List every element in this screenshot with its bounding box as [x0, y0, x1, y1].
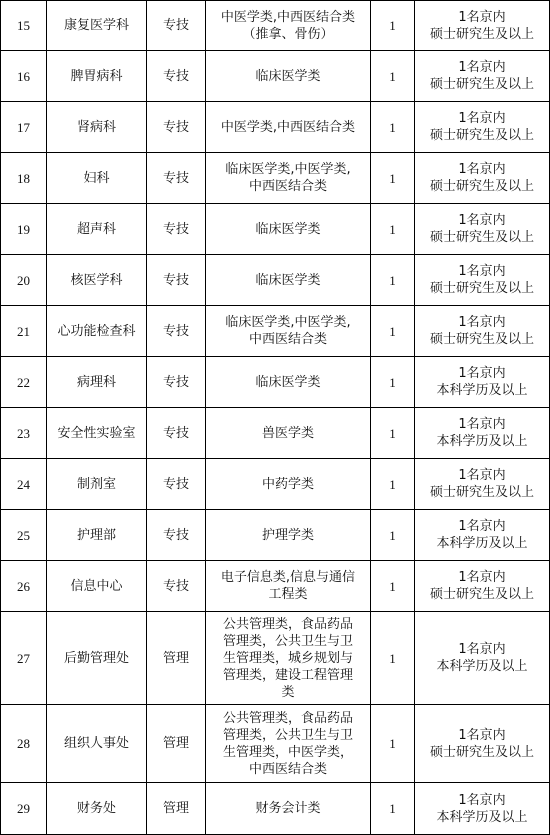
- table-row: [1, 408, 550, 459]
- row-number: 19: [1, 204, 47, 255]
- requirement-cell: 1名京内 硕士研究生及以上: [415, 153, 550, 204]
- major-cell: 临床医学类: [206, 255, 371, 306]
- table-row: [1, 255, 550, 306]
- major-cell: 中医学类,中西医结合类: [206, 102, 371, 153]
- position-type-cell: 管理: [147, 783, 206, 835]
- table-row: [1, 153, 550, 204]
- table-row: [1, 306, 550, 357]
- position-type-cell: 管理: [147, 705, 206, 783]
- department-cell: 后勤管理处: [47, 612, 147, 705]
- headcount-cell: 1: [371, 357, 415, 408]
- table-row: [1, 357, 550, 408]
- major-cell: 中药学类: [206, 459, 371, 510]
- table-row: [1, 51, 550, 102]
- department-cell: 脾胃病科: [47, 51, 147, 102]
- headcount-cell: 1: [371, 153, 415, 204]
- major-cell: 临床医学类: [206, 204, 371, 255]
- headcount-cell: 1: [371, 783, 415, 835]
- major-cell: 中医学类,中西医结合类 （推拿、骨伤）: [206, 1, 371, 51]
- department-cell: 核医学科: [47, 255, 147, 306]
- position-type-cell: 专技: [147, 408, 206, 459]
- table-row: [1, 510, 550, 561]
- position-type-cell: 专技: [147, 51, 206, 102]
- headcount-cell: 1: [371, 705, 415, 783]
- row-number: 29: [1, 783, 47, 835]
- requirement-cell: 1名京内 本科学历及以上: [415, 357, 550, 408]
- row-number: 18: [1, 153, 47, 204]
- table-row: [1, 1, 550, 51]
- department-cell: 组织人事处: [47, 705, 147, 783]
- headcount-cell: 1: [371, 561, 415, 612]
- row-number: 17: [1, 102, 47, 153]
- headcount-cell: 1: [371, 510, 415, 561]
- department-cell: 安全性实验室: [47, 408, 147, 459]
- requirement-cell: 1名京内 硕士研究生及以上: [415, 459, 550, 510]
- major-cell: 兽医学类: [206, 408, 371, 459]
- row-number: 21: [1, 306, 47, 357]
- position-type-cell: 专技: [147, 204, 206, 255]
- table-row: [1, 204, 550, 255]
- position-type-cell: 专技: [147, 510, 206, 561]
- department-cell: 超声科: [47, 204, 147, 255]
- table-row: [1, 561, 550, 612]
- department-cell: 病理科: [47, 357, 147, 408]
- headcount-cell: 1: [371, 51, 415, 102]
- position-type-cell: 专技: [147, 459, 206, 510]
- requirement-cell: 1名京内 硕士研究生及以上: [415, 1, 550, 51]
- headcount-cell: 1: [371, 255, 415, 306]
- requirement-cell: 1名京内 硕士研究生及以上: [415, 255, 550, 306]
- position-type-cell: 管理: [147, 612, 206, 705]
- requirement-cell: 1名京内 本科学历及以上: [415, 612, 550, 705]
- requirement-cell: 1名京内 本科学历及以上: [415, 783, 550, 835]
- position-type-cell: 专技: [147, 306, 206, 357]
- department-cell: 财务处: [47, 783, 147, 835]
- major-cell: 财务会计类: [206, 783, 371, 835]
- position-type-cell: 专技: [147, 561, 206, 612]
- department-cell: 护理部: [47, 510, 147, 561]
- department-cell: 制剂室: [47, 459, 147, 510]
- position-type-cell: 专技: [147, 255, 206, 306]
- requirement-cell: 1名京内 本科学历及以上: [415, 408, 550, 459]
- requirement-cell: 1名京内 硕士研究生及以上: [415, 51, 550, 102]
- row-number: 27: [1, 612, 47, 705]
- requirement-cell: 1名京内 本科学历及以上: [415, 510, 550, 561]
- row-number: 20: [1, 255, 47, 306]
- requirement-cell: 1名京内 硕士研究生及以上: [415, 102, 550, 153]
- row-number: 24: [1, 459, 47, 510]
- requirement-cell: 1名京内 硕士研究生及以上: [415, 204, 550, 255]
- row-number: 26: [1, 561, 47, 612]
- row-number: 16: [1, 51, 47, 102]
- position-type-cell: 专技: [147, 357, 206, 408]
- table-row: [1, 705, 550, 783]
- requirement-cell: 1名京内 硕士研究生及以上: [415, 306, 550, 357]
- major-cell: 临床医学类: [206, 51, 371, 102]
- department-cell: 心功能检查科: [47, 306, 147, 357]
- row-number: 25: [1, 510, 47, 561]
- row-number: 15: [1, 1, 47, 51]
- department-cell: 肾病科: [47, 102, 147, 153]
- department-cell: 妇科: [47, 153, 147, 204]
- requirement-cell: 1名京内 硕士研究生及以上: [415, 705, 550, 783]
- headcount-cell: 1: [371, 459, 415, 510]
- table-row: [1, 102, 550, 153]
- requirement-cell: 1名京内 硕士研究生及以上: [415, 561, 550, 612]
- major-cell: 临床医学类,中医学类, 中西医结合类: [206, 306, 371, 357]
- table-row: [1, 783, 550, 835]
- major-cell: 公共管理类，食品药品 管理类，公共卫生与卫 生管理类，城乡规划与 管理类，建设工程管理 类: [206, 612, 371, 705]
- major-cell: 电子信息类,信息与通信 工程类: [206, 561, 371, 612]
- headcount-cell: 1: [371, 612, 415, 705]
- department-cell: 康复医学科: [47, 1, 147, 51]
- headcount-cell: 1: [371, 408, 415, 459]
- major-cell: 公共管理类，食品药品 管理类，公共卫生与卫 生管理类，中医学类， 中西医结合类: [206, 705, 371, 783]
- position-type-cell: 专技: [147, 1, 206, 51]
- position-type-cell: 专技: [147, 102, 206, 153]
- table-row: [1, 459, 550, 510]
- major-cell: 临床医学类,中医学类, 中西医结合类: [206, 153, 371, 204]
- row-number: 22: [1, 357, 47, 408]
- headcount-cell: 1: [371, 306, 415, 357]
- row-number: 23: [1, 408, 47, 459]
- row-number: 28: [1, 705, 47, 783]
- headcount-cell: 1: [371, 102, 415, 153]
- headcount-cell: 1: [371, 204, 415, 255]
- major-cell: 护理学类: [206, 510, 371, 561]
- major-cell: 临床医学类: [206, 357, 371, 408]
- department-cell: 信息中心: [47, 561, 147, 612]
- table-body: [1, 1, 550, 835]
- headcount-cell: 1: [371, 1, 415, 51]
- position-type-cell: 专技: [147, 153, 206, 204]
- table-row: [1, 612, 550, 705]
